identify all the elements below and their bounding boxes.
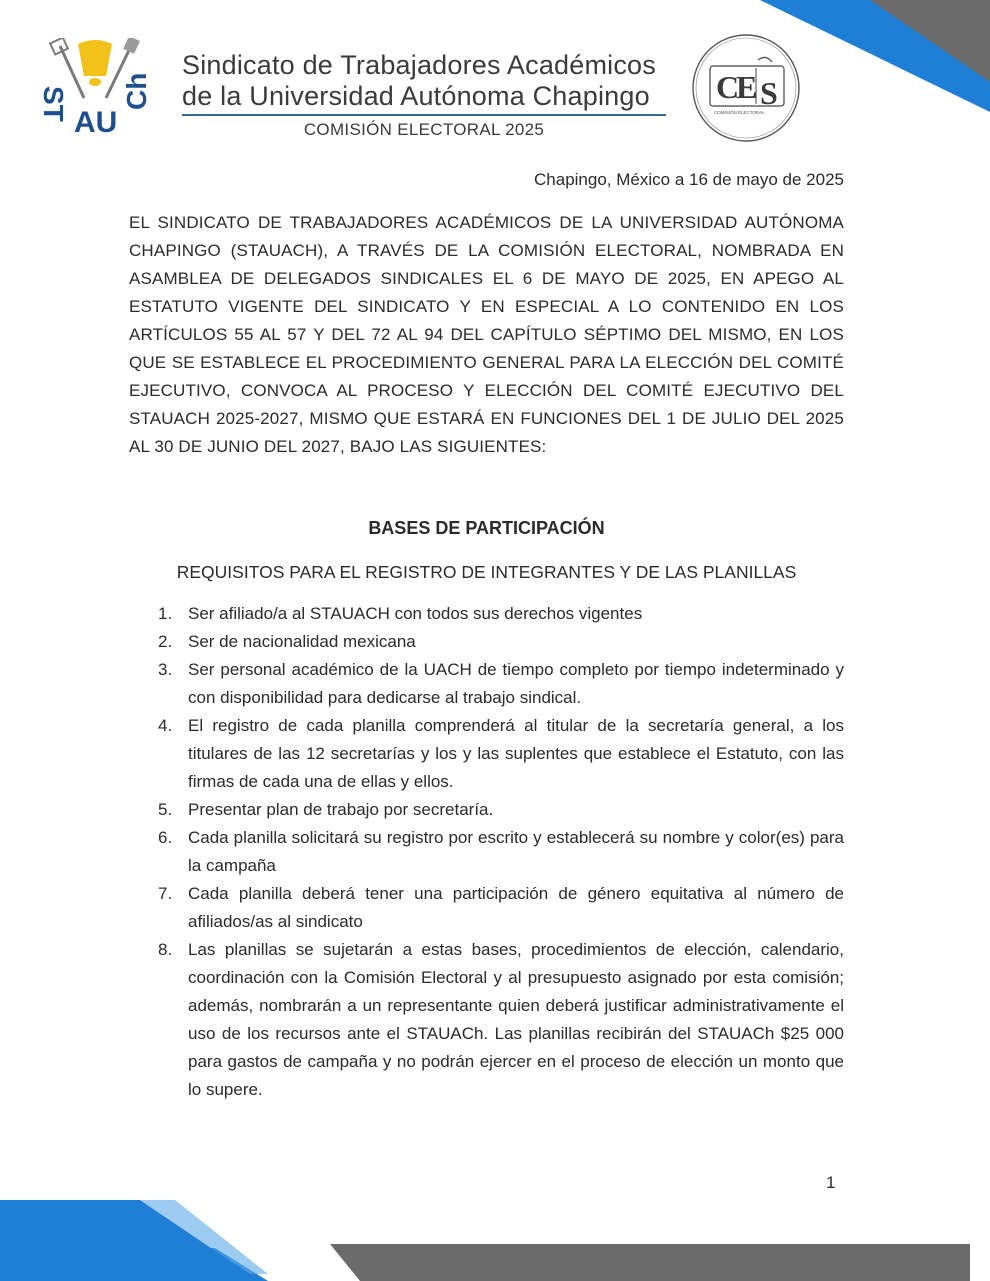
svg-text:C: C [716, 69, 740, 105]
list-item [140, 796, 844, 824]
list-item [140, 936, 844, 1104]
list-item-number: 3. [158, 660, 173, 679]
list-item-text: Ser personal académico de la UACH de tiempo completo por tiempo indeterminado y con disponibilidad para dedicarse al trabajo sindical. [188, 660, 844, 707]
list-item [140, 600, 844, 628]
header-divider [182, 114, 666, 116]
list-item-text: Ser de nacionalidad mexicana [188, 632, 416, 651]
union-name-line-2: de la Universidad Autónoma Chapingo [182, 81, 650, 111]
union-name-heading [182, 50, 672, 112]
stauach-logo [40, 38, 150, 138]
list-item-text: Ser afiliado/a al STAUACH con todos sus derechos vigentes [188, 604, 643, 623]
list-item-number: 2. [158, 632, 173, 651]
list-item-text: El registro de cada planilla comprenderá al titular de la secretaría general, a los titulares de las 12 secretarías y los y las suplentes que establece el Estatuto, con las firmas de cada una de ellas y ellos. [188, 716, 844, 791]
list-item-number: 8. [158, 940, 173, 959]
page-number: 1 [826, 1173, 836, 1192]
list-item [140, 628, 844, 656]
union-name-line-1: Sindicato de Trabajadores Académicos [182, 50, 656, 80]
commission-subtitle: COMISIÓN ELECTORAL 2025 [303, 120, 545, 139]
svg-text:E: E [736, 69, 758, 105]
list-item-number: 7. [158, 884, 173, 903]
svg-text:Ch: Ch [121, 72, 150, 110]
list-item-number: 1. [158, 604, 173, 623]
svg-text:AU: AU [74, 106, 118, 138]
list-item [140, 656, 844, 712]
list-item-text: Presentar plan de trabajo por secretaría. [188, 800, 494, 819]
date-line: Chapingo, México a 16 de mayo de 2025 [534, 170, 844, 189]
svg-text:S: S [760, 75, 778, 111]
section-subtitle: REQUISITOS PARA EL REGISTRO DE INTEGRANTES Y DE LAS PLANILLAS [176, 562, 797, 582]
section-title: BASES DE PARTICIPACIÓN [368, 518, 605, 538]
list-item-number: 4. [158, 716, 173, 735]
list-item-text: Cada planilla deberá tener una participación de género equitativa al número de afiliados/as al sindicato [188, 884, 844, 931]
list-item-text: Las planillas se sujetarán a estas bases, procedimientos de elección, calendario, coordinación con la Comisión Electoral y al presupuesto asignado por esta comisión; además, nombrarán a un representante quien deberá justificar administrativamente el uso de los recursos ante el STAUACh. Las planillas recibirán del STAUACh $25 000 para gastos de campaña y no podrán ejercer en el proceso de elección un monto que lo supere. [188, 940, 844, 1099]
list-item [140, 712, 844, 796]
list-item-number: 5. [158, 800, 173, 819]
list-item-number: 6. [158, 828, 173, 847]
list-item [140, 824, 844, 880]
requirements-list [140, 600, 844, 1104]
svg-text:ST: ST [40, 86, 69, 122]
bottom-right-band-decoration [330, 1244, 990, 1281]
svg-text:COMISIÓN ELECTORAL: COMISIÓN ELECTORAL [714, 110, 765, 115]
bottom-left-corner-decoration [0, 1196, 270, 1281]
intro-paragraph: EL SINDICATO DE TRABAJADORES ACADÉMICOS DE LA UNIVERSIDAD AUTÓNOMA CHAPINGO (STAUACH), A TRAVÉS DE LA COMISIÓN ELECTORAL, NOMBRADA EN ASAMBLEA DE DELEGADOS SINDICALES EL 6 DE MAYO DE 2025, EN APEGO AL ESTATUTO VIGENTE DEL SINDICATO Y EN ESPECIAL A LO CONTENIDO EN LOS ARTÍCULOS 55 AL 57 Y DEL 72 AL 94 DEL CAPÍTULO SÉPTIMO DEL MISMO, EN LOS QUE SE ESTABLECE EL PROCEDIMIENTO GENERAL PARA LA ELECCIÓN DEL COMITÉ EJECUTIVO, CONVOCA AL PROCESO Y ELECCIÓN DEL COMITÉ EJECUTIVO DEL STAUACH 2025-2027, MISMO QUE ESTARÁ EN FUNCIONES DEL 1 DE JULIO DEL 2025 AL 30 DE JUNIO DEL 2027, BAJO LAS SIGUIENTES: [129, 213, 844, 456]
list-item [140, 880, 844, 936]
list-item-text: Cada planilla solicitará su registro por escrito y establecerá su nombre y color(es) para la campaña [188, 828, 844, 875]
ces-seal-logo [690, 32, 802, 144]
